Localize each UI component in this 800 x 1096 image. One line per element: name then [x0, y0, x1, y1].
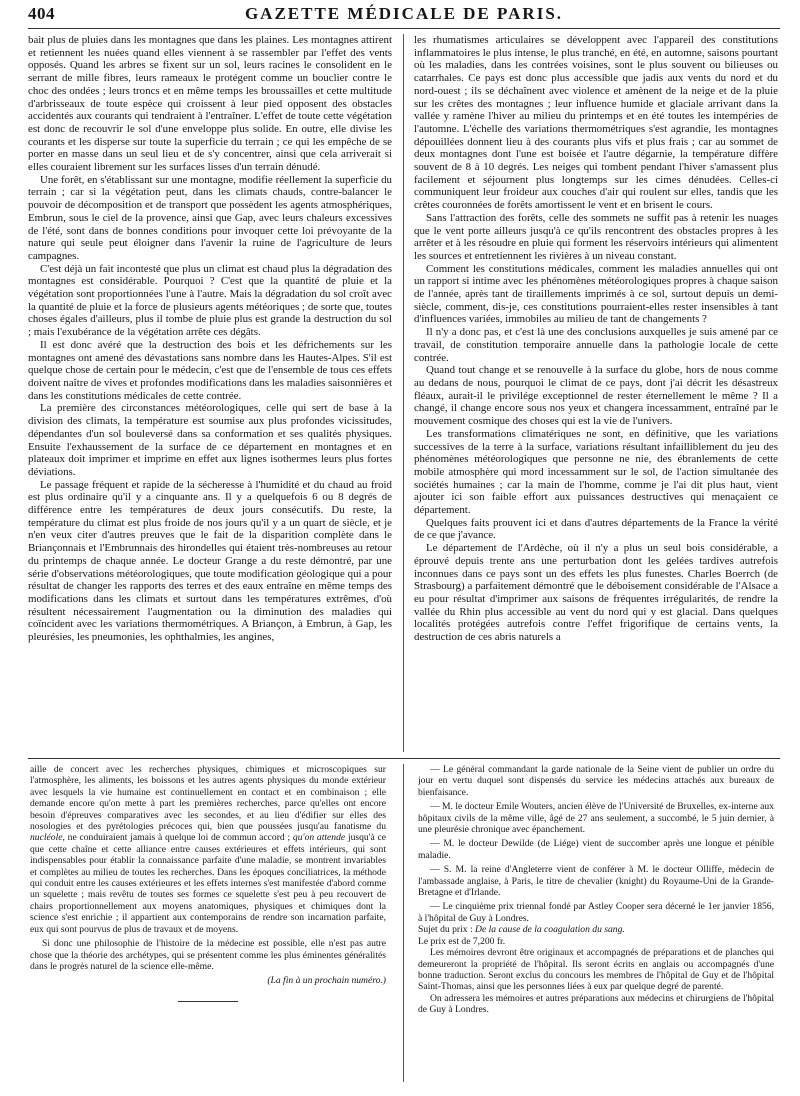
paragraph: Quand tout change et se renouvelle à la surface du globe, hors de nous comme au dedans de nous, pourquoi le climat de ce pays, dont j'ai décrit les désastreux fléaux, aurait-il le privilége exceptionnel de rester éternellement le même ? Il a changé, il change encore sous nos yeux et changera incessamment, entraîné par le mouvement cosmique des choses qui est la vie de l'univers. [414, 364, 778, 428]
paragraph: Si donc une philosophie de l'histoire de la médecine est possible, elle n'est pas autre chose que la théorie des archétypes, qui se présentent comme les plus éminentes généralités dans le progrès naturel de la science elle-même. [30, 938, 386, 972]
paragraph: Quelques faits prouvent ici et dans d'autres départements de la France la vérité de ce que j'avance. [414, 516, 778, 542]
news-item: On adressera les mémoires et autres préparations aux médecins et chirurgiens de l'hôpital de Guy à Londres. [418, 992, 774, 1016]
paragraph: C'est déjà un fait incontesté que plus un climat est chaud plus la dégradation des montagnes est considérable. Pourquoi ? C'est que la quantité de pluie et la végétation sont proportionnées l'une à l'autre. Mais la dégradation du sol croît avec la quantité de pluie et la force de plusieurs agents météoriques ; de sorte que, toutes choses égales d'ailleurs, plus il tombe de pluie plus est grande la destruction du sol ; mais l'exubérance de la végétation arrête ces dégâts. [28, 262, 392, 339]
end-rule [178, 1001, 238, 1002]
text-run: , ne conduiraient jamais à quelque loi de commun accord ; [62, 832, 291, 844]
paragraph: Comment les constitutions médicales, comment les maladies annuelles qui ont un rapport si intime avec les phénomènes météorologiques propres à chaque saison de l'année, après tant de tiraillements imprimés à ce sol, surtout depuis un demi-siècle, comment, dis-je, ces constitutions pourraient-elles rester insensibles à tant d'influences variées, immobiles au milieu de tant de changements ? [414, 262, 778, 326]
main-right-column [414, 34, 778, 752]
news-item: — M. le docteur Emile Wouters, ancien élève de l'Université de Bruxelles, ex-interne aux hôpitaux civils de la même ville, âgé de 27 ans seulement, a succombé, le 5 juin dernier, à une pleurésie chronique avec épanchement. [418, 801, 774, 836]
subject-title: De la cause de la coagulation du sang. [475, 924, 625, 936]
signoff: (La fin à un prochain numéro.) [267, 975, 386, 987]
text-run: aille de concert avec les recherches physiques, chimiques et microscopiques sur l'atmosphère, les aliments, les boissons et les autres agents physiques du monde extérieur avec lesquels la vie humaine est continuellement en contact et en combinaison ; elle demande encore qu'on mette à part les premières recherches, parce qu'elles ont encore besoin d'épreuves comparatives avec les secondes, et au lieu d'édifier sur elles des nosologies et des pyrétologies précoces qui, bien que poussées jusqu'au fanatisme du [30, 764, 386, 833]
paragraph: Une forêt, en s'établissant sur une montagne, modifie réellement la superficie du terrain ; car si la végétation peut, dans les climats chauds, contre-balancer le pouvoir de décomposition et de transport que possèdent les agents atmosphériques, Embrun, sous le ciel de la provence, ainsi que Gap, avec leurs chaleurs excessives de l'été, sont dans de bonnes conditions pour invoquer cette loi prévoyante de la nature qui seule peut éloigner dans l'avenir la ruine de l'agriculture de leurs campagnes. [28, 173, 392, 262]
paragraph: Le passage fréquent et rapide de la sécheresse à l'humidité et du chaud au froid est plus ordinaire qu'il y a cinquante ans. Il y a quelquefois 6 ou 8 degrés de différence entre les températures de deux jours consécutifs. Du reste, la température du climat est plus froide de nos jours qu'il y a un quart de siècle, et je n'en veux citer d'autres preuves que le fait de la disparition complète dans le Briançonnais et l'Embrunnais des hirondelles qui étaient très-nombreuses au retour du printemps de chaque année. Le docteur Grange a du reste démontré, par une série d'observations météorologiques, que toute modification géologique qui a pour résultat de changer les rapports des terres et des eaux entraîne en même temps des modifications dans les climats et surtout dans les températures extrêmes, d'où résultent nécessairement l'augmentation ou la diminution des maladies qui coïncident avec les variations thermométriques. A Briançon, à Embrun, à Gap, les pleurésies, les pneumonies, les ophthalmies, les angines, [28, 478, 392, 644]
news-item: — M. le docteur Dewilde (de Liége) vient de succomber après une longue et pénible maladie. [418, 838, 774, 861]
header-rule [28, 28, 780, 29]
paragraph: les rhumatismes articulaires se développent avec l'appareil des constitutions inflammatoires le plus intense, le plus tranché, en été, en automne, saisons pourtant où les maladies, dans les contrées voisines, sont le plus souvent ou bilieuses ou catarrhales. Ce pays est donc plus accessible que jadis aux vents du nord et du nord-ouest ; ils se déchaînent avec violence et amènent de la neige et de la pluie sur les crêtes des montagnes ; leur influence humide et glaciale arrivant dans la vallée y ramène l'hiver au milieu du printemps et en été toutes les intempéries de l'automne. L'échelle des variations thermométriques s'est agrandie, les montagnes dépouillées donnent lieu à des courants plus vifs et plus frais ; car au sommet de deux montagnes dont l'une est boisée et l'autre dégarnie, la température diffère souvent de 8 à 10 degrés. Les neiges qui tombent pendant l'hiver s'amassent plus facilement et séjournent plus longtemps sur les cimes dénudées. Celles-ci communiquent leur froideur aux couches d'air qui roulent sur elles, tandis que les crêtes couronnées de forêts amortissent le vent et en brisent le cours. [414, 34, 778, 212]
news-item: — Le cinquième prix triennal fondé par Astley Cooper sera décerné le 1er janvier 1856, à l'hôpital de Guy à Londres. [418, 901, 774, 924]
italic-term: nucléole [30, 832, 63, 844]
subject-label: Sujet du prix : [418, 924, 473, 936]
paragraph: Sans l'attraction des forêts, celle des sommets ne suffit pas à retenir les nuages que le vent porte ailleurs jusqu'à ce qu'ils rencontrent des obstacles propres à les arrêter et à les résoudre en pluie qui forment les réservoirs intérieurs qui alimentent les sources et entretiennent les rivières à un niveau constant. [414, 211, 778, 262]
page-number: 404 [28, 4, 55, 23]
paragraph: La première des circonstances météorologiques, celle qui sert de base à la division des climats, la température est soumise aux plus profondes vicissitudes, dépendantes d'un sol bouleversé dans sa conformation et ses qualités physiques. Ensuite l'exhaussement de la surface de ce département en montagnes et en plateaux doit imprimer et imprime en effet aux lignes isothermes leurs plus fortes déviations. [28, 402, 392, 478]
paragraph: Il est donc avéré que la destruction des bois et les défrichements sur les montagnes ont amené des dévastations sans nombre dans les Hautes-Alpes. S'il est quelque chose de certain pour le médecin, c'est que de l'ensemble de tous ces effets doivent naître de vives et profondes modifications dans les maladies saisonnières et dans les constitutions médicales de cette contrée. [28, 338, 392, 402]
main-left-column [28, 34, 392, 752]
paragraph: Les transformations climatériques ne sont, en définitive, que les variations successives de la terre à la surface, variations résultant infailliblement du jeu des phénomènes météorologiques que personne ne nie, des ébranlements de cette mobile atmosphère qui mord incessamment sur le sol, de l'action simultanée des sociétés humaines ; car la main de l'homme, comme je l'ai dit plus haut, vient ajouter ici son faible effort aux puissances destructives qui menaçaient ce département. [414, 427, 778, 517]
news-column [418, 764, 774, 1084]
page-header [28, 4, 780, 26]
news-item: — Le général commandant la garde nationale de la Seine vient de publier un ordre du jour en vertu duquel sont dispensés du service les médecins attachés aux bureaux de bienfaisance. [418, 764, 774, 798]
text-run: jusqu'à ce que cette chaîne et cette alliance entre causes extérieures et effets intérieurs, qui sont indispensables pour établir la connaissance parfaite d'une maladie, se montrent invariables et complètes au milieu de toutes les recherches. Dans les époques conciliatrices, la méthode qui conduit entre les causes extérieures et les effets internes s'est manifestée d'abord comme un squelette ; mais revêtu de toutes ses formes ce squelette s'est peu à peu recouvert de chairs proportionnellement aux moyens anatomiques, physiques et chimiques dont la science s'est enrichie ; il appartient aux contemporains de rendre son incarnation parfaite, eux qui sont pourvus de plus de travaux et de moyens. [30, 832, 386, 935]
paragraph: Le département de l'Ardèche, où il n'y a plus un seul bois considérable, a éprouvé depuis trente ans une perturbation dont les gelées tardives autrefois inconnues dans ce pays sont un des effets les plus funestes. Charles Boerrch (de Strasbourg) a parfaitement démontré que le déboisement considérable de l'Alsace a eu pour résultat d'imprimer aux saisons de fréquentes irrégularités, de rendre la vallée du Rhin plus accessible au vent du nord qui y est glacial. Dans quelques localités protégées autrefois contre l'effet frigorifique de certains vents, la destruction de ces abris naturels a [414, 542, 778, 644]
italic-phrase: qu'on attende [292, 832, 346, 844]
news-item: Les mémoires devront être originaux et accompagnés de préparations et de planches qui demeureront la propriété de l'hôpital. Ils seront écrits en anglais ou accompagnés d'une bonne traduction. Seront exclus du concours les membres de l'hôpital de Guy et de l'hôpital Saint-Thomas, ainsi que les personnes liées à eux par quelque degré de parenté. [418, 947, 774, 993]
column-divider [403, 34, 404, 752]
running-title: GAZETTE MÉDICALE DE PARIS. [244, 4, 564, 23]
section-rule [28, 758, 780, 759]
paragraph: Il n'y a donc pas, et c'est là une des conclusions auxquelles je suis amené par ce travail, de constitution temporaire annuelle dans la pathologie locale de cette contrée. [414, 326, 778, 364]
column-divider [403, 764, 404, 1082]
feuilleton-column [30, 764, 386, 1084]
paragraph: bait plus de pluies dans les montagnes que dans les plaines. Les montagnes attirent et retiennent les nuées quand elles viennent à se rassembler par l'effet des vents opposés. Quand les arbres se fixent sur un sol, leurs racines le consolident en le serrant de mille fibres, leurs rameaux le protégent comme un bouclier contre le choc des ondées ; leurs troncs et en même temps les broussailles et cette multitude d'arbrisseaux de toute espèce qui croissent à leur pied opposent des obstacles accidentés aux courants qui tendraient à l'entraîner. L'effet de toute cette végétation est donc de recouvrir le sol d'une enveloppe plus solide. En outre, elle divise les courants et les disperse sur toute la superficie du terrain ; ce qui les empêche de se porter en masse dans un seul lieu et de s'y concentrer, ainsi que cela arriverait si elles couraient librement sur les surfaces lisses d'un terrain dénudé. [28, 34, 392, 174]
prize-amount: Le prix est de 7,200 fr. [418, 935, 506, 947]
paragraph [30, 764, 386, 935]
prize-subject [418, 924, 774, 935]
news-item: — S. M. la reine d'Angleterre vient de conférer à M. le docteur Olliffe, médecin de l'ambassade anglaise, à Paris, le titre de chevalier (knight) du Royaume-Uni de la Grande-Bretagne et d'Irlande. [418, 864, 774, 899]
